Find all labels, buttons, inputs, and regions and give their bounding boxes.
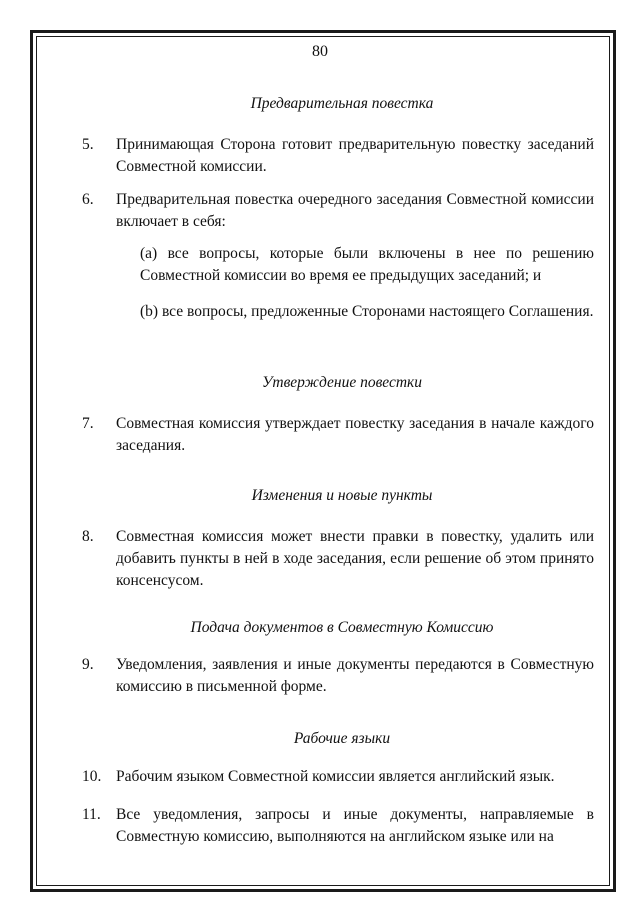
item-number: 9.: [82, 656, 94, 673]
item-number: 10.: [82, 768, 102, 785]
item-text: Принимающая Сторона готовит предварительную повестку заседаний Совместной комиссии.: [116, 136, 594, 175]
item-text: Совместная комиссия может внести правки в повестку, удалить или добавить пункты в ней в ходе заседания, если решение об этом принято консенсусом.: [116, 528, 594, 589]
list-item-11: [82, 804, 594, 848]
heading-document-submission: Подача документов в Совместную Комиссию: [190, 619, 494, 636]
item-number: 6.: [82, 191, 94, 208]
item-text: Рабочим языком Совместной комиссии является английский язык.: [116, 768, 555, 785]
list-item-8: [82, 526, 594, 592]
heading-working-languages: Рабочие языки: [293, 730, 391, 747]
subitem-a: (a) все вопросы, которые были включены в нее по решению Совместной комиссии во время ее предыдущих заседаний; и: [140, 245, 594, 284]
item-text: Совместная комиссия утверждает повестку заседания в начале каждого заседания.: [116, 415, 594, 454]
heading-agenda-approval: Утверждение повестки: [261, 374, 423, 391]
page-number: 80: [312, 43, 328, 60]
list-item-10: [82, 766, 594, 788]
subitem-b: (b) все вопросы, предложенные Сторонами настоящего Соглашения.: [140, 303, 594, 320]
list-item-5: [82, 134, 594, 178]
item-number: 8.: [82, 528, 94, 545]
item-text: Уведомления, заявления и иные документы передаются в Совместную комиссию в письменной форме.: [116, 656, 594, 695]
item-number: 7.: [82, 415, 94, 432]
item-number: 11.: [82, 806, 101, 823]
heading-changes-new-items: Изменения и новые пункты: [251, 487, 433, 504]
list-item-6: [82, 189, 594, 233]
item-number: 5.: [82, 136, 94, 153]
item-text: Все уведомления, запросы и иные документы, направляемые в Совместную комиссию, выполняются на английском языке или на: [116, 806, 594, 845]
list-item-7: [82, 413, 594, 457]
list-item-9: [82, 654, 594, 698]
heading-preliminary-agenda: Предварительная повестка: [250, 95, 434, 112]
item-text: Предварительная повестка очередного заседания Совместной комиссии включает в себя:: [116, 191, 594, 230]
